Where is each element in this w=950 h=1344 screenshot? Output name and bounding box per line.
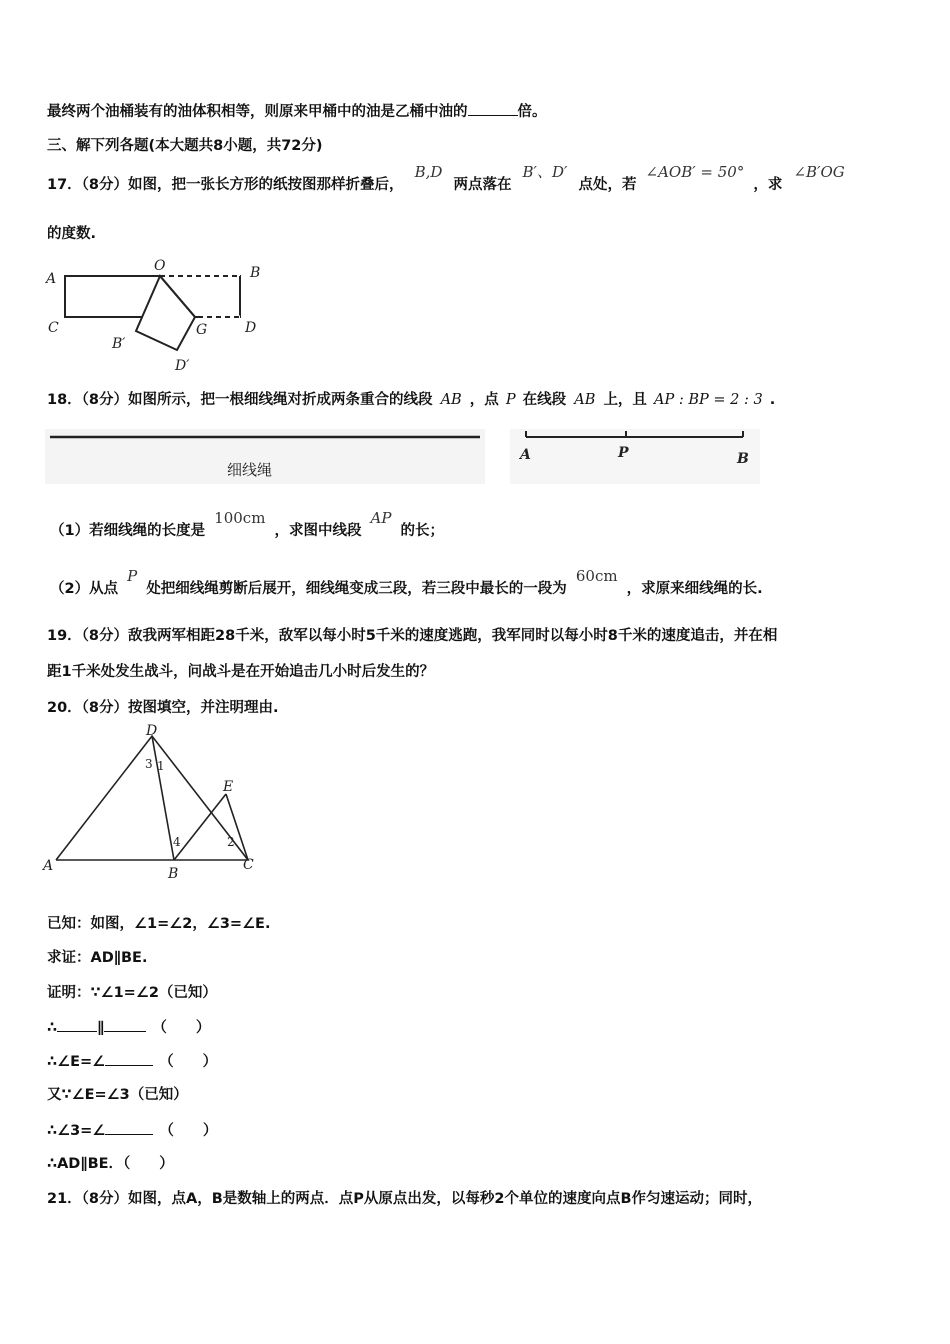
blank-angle-1 xyxy=(105,1051,153,1066)
angle-4: 4 xyxy=(173,835,181,849)
label-B: B xyxy=(168,866,179,882)
label-O: O xyxy=(154,258,166,274)
triangle-ADC xyxy=(56,736,248,860)
label-B-prime: B′ xyxy=(112,336,126,352)
q20-proof-step6: ∴AD∥BE．（ ） xyxy=(47,1156,174,1172)
q19-line2: 距1千米处发生战斗，问战斗是在开始追击几小时后发生的？ xyxy=(47,664,435,680)
q18-part1: （1）若细线绳的长度是 100cm ，求图中线段 AP 的长； xyxy=(50,509,445,539)
label-D: D xyxy=(245,320,257,336)
label-A: A xyxy=(520,447,531,463)
q18-line1: 18．（8分）如图所示，把一根细线绳对折成两条重合的线段 AB ，点 P 在线段 AB 上，且 AP : BP = 2 : 3 . xyxy=(47,392,776,408)
q20-triangle-figure xyxy=(40,722,270,882)
q20-given: 已知：如图，∠1=∠2，∠3=∠E. xyxy=(47,916,271,932)
q20-proof-step1: 证明：∵∠1=∠2（已知） xyxy=(47,985,217,1001)
q20-proof-step4: 又∵∠E=∠3（已知） xyxy=(47,1087,188,1103)
segment-DB xyxy=(152,736,174,860)
blank-line-1 xyxy=(57,1017,97,1032)
q21-line1: 21．（8分）如图，点A，B是数轴上的两点．点P从原点出发，以每秒2个单位的速度向点B作匀速运动；同时， xyxy=(47,1191,763,1207)
angle-3: 3 xyxy=(145,757,153,771)
q18-part2: （2）从点 P 处把细线绳剪断后展开，细线绳变成三段，若三段中最长的一段为 60cm ，求原来细线绳的长. xyxy=(50,567,763,597)
q17-line1: 17．（8分）如图，把一张长方形的纸按图那样折叠后， B,D 两点落在 B′、D′ 点处，若 ∠AOB′ = 50° ，求 ∠B′OG xyxy=(47,163,845,193)
section-heading: 三、解下列各题(本大题共8小题，共72分) xyxy=(47,138,323,154)
rope-label: 细线绳 xyxy=(227,461,273,479)
label-E: E xyxy=(223,779,234,795)
label-G: G xyxy=(196,322,208,338)
q20-prove: 求证：AD∥BE. xyxy=(47,950,148,966)
q18-rope-figure xyxy=(40,425,770,487)
intro-line: 最终两个油桶装有的油体积相等，则原来甲桶中的油是乙桶中油的 倍。 xyxy=(47,101,547,122)
label-C: C xyxy=(243,857,254,873)
answer-blank xyxy=(468,101,518,116)
label-P: P xyxy=(618,445,629,461)
label-C: C xyxy=(48,320,59,336)
label-D-prime: D′ xyxy=(175,358,190,374)
folded-flap xyxy=(136,276,195,350)
q17-fold-figure xyxy=(40,255,280,380)
blank-angle-2 xyxy=(105,1120,153,1135)
label-B: B xyxy=(250,265,261,281)
blank-line-2 xyxy=(104,1017,146,1032)
q20-proof-step2: ∴ ∥ （ ） xyxy=(47,1017,210,1038)
q17-line2: 的度数. xyxy=(47,226,97,242)
segment-EC xyxy=(226,794,248,860)
segment-BE xyxy=(174,794,226,860)
q20-proof-step3: ∴∠E=∠ （ ） xyxy=(47,1051,217,1072)
q19-line1: 19．（8分）敌我两军相距28千米，敌军以每小时5千米的速度逃跑，我军同时以每小时8千米的速度追击，并在相 xyxy=(47,628,778,644)
label-A: A xyxy=(43,858,54,874)
angle-2: 2 xyxy=(227,835,235,849)
label-D: D xyxy=(146,723,158,739)
q20-proof-step5: ∴∠3=∠ （ ） xyxy=(47,1120,217,1141)
q20-lead: 20．（8分）按图填空，并注明理由. xyxy=(47,700,279,716)
label-B: B xyxy=(737,451,749,467)
label-A: A xyxy=(46,271,57,287)
angle-1: 1 xyxy=(157,759,165,773)
